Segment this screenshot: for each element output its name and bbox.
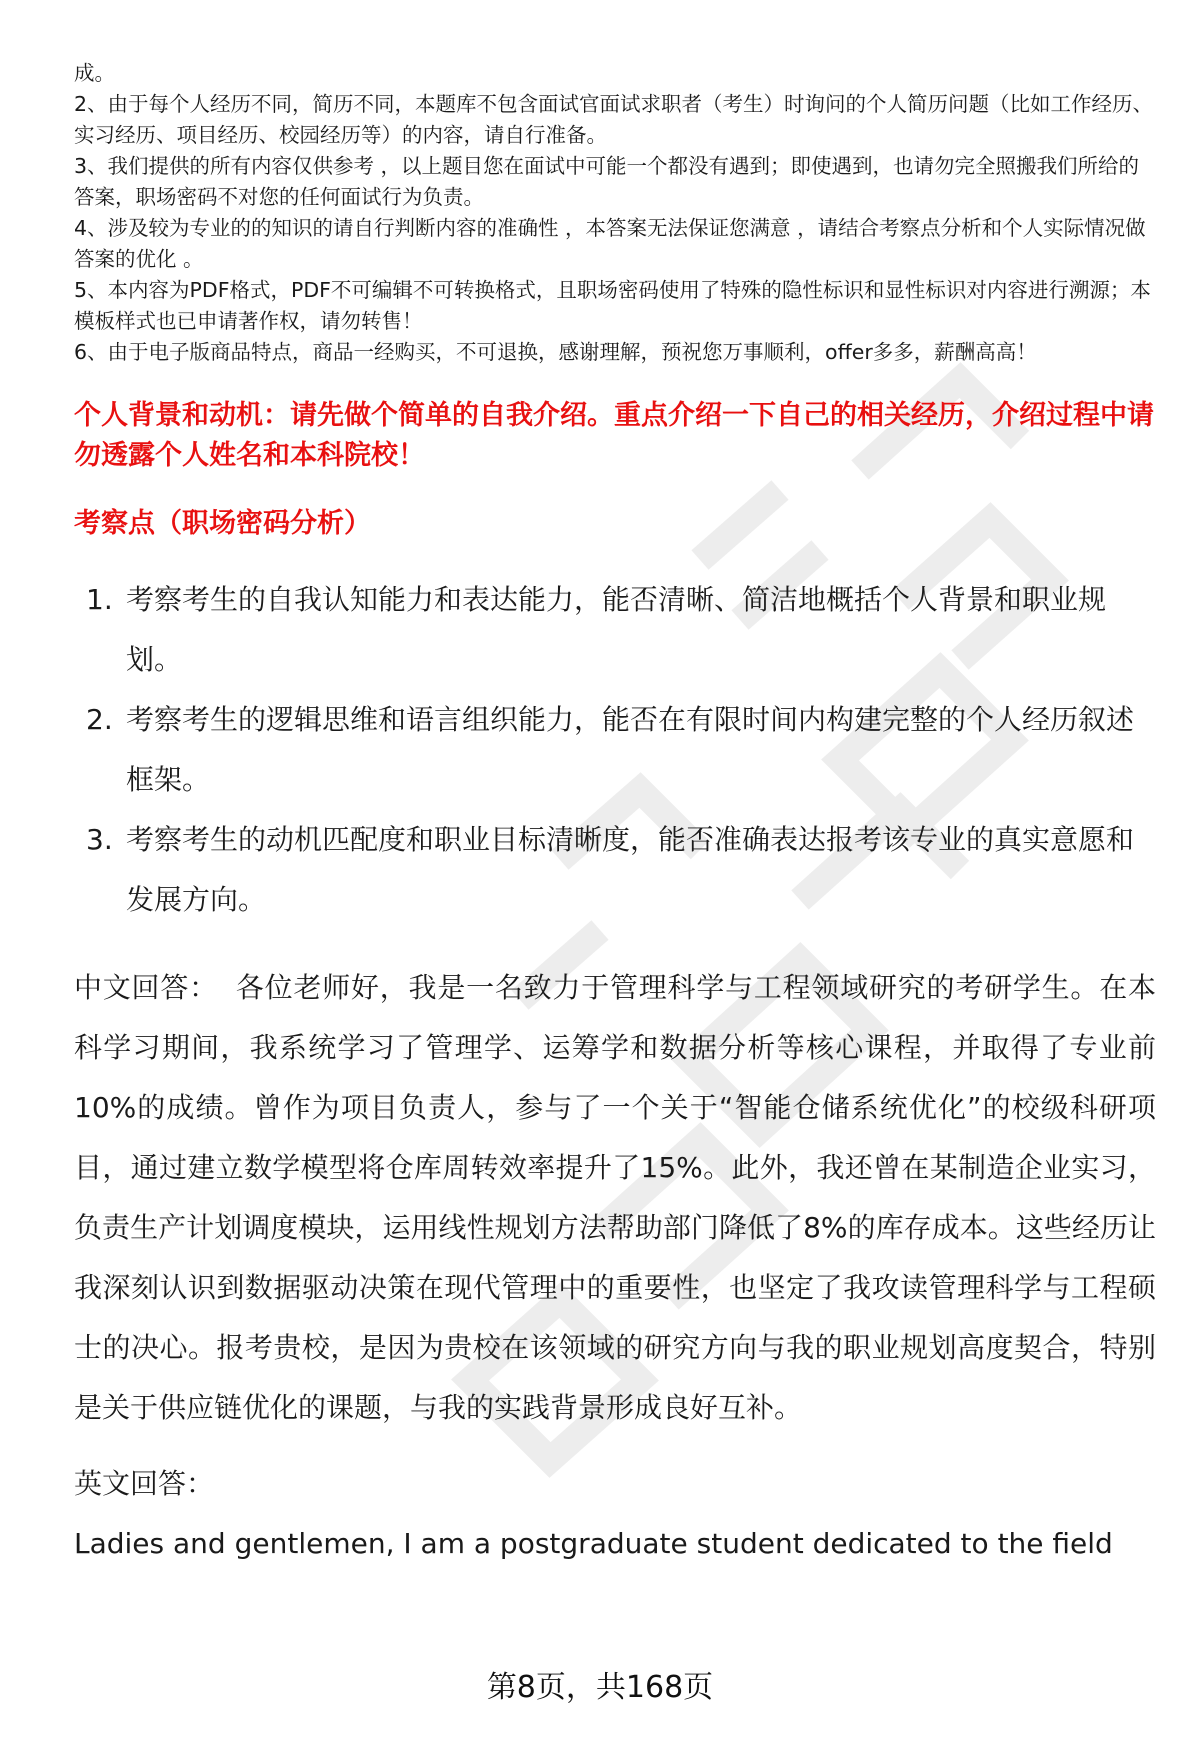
document-page [74, 58, 1156, 1574]
note-item: 3、我们提供的所有内容仅供参考 ，以上题目您在面试中可能一个都没有遇到；即使遇到，也请勿完全照搬我们所给的答案，职场密码不对您的任何面试行为负责。 [74, 154, 1140, 209]
analysis-point [74, 810, 1156, 930]
note-item: 成。 [74, 61, 115, 85]
point-text: 考察考生的逻辑思维和语言组织能力，能否在有限时间内构建完整的个人经历叙述框架。 [126, 703, 1135, 796]
interview-question: 个人背景和动机：请先做个简单的自我介绍。重点介绍一下自己的相关经历，介绍过程中请勿透露个人姓名和本科院校！ [74, 400, 1154, 471]
note-item: 5、本内容为PDF格式，PDF不可编辑不可转换格式，且职场密码使用了特殊的隐性标识和显性标识对内容进行溯源；本模板样式也已申请著作权，请勿转售！ [74, 278, 1151, 333]
point-number: 3. [86, 823, 113, 856]
analysis-heading: 考察点（职场密码分析） [74, 508, 371, 539]
point-text: 考察考生的动机匹配度和职业目标清晰度，能否准确表达报考该专业的真实意愿和发展方向。 [126, 823, 1135, 916]
point-number: 2. [86, 703, 113, 736]
chinese-answer-label: 中文回答： [74, 971, 218, 1004]
note-item: 2、由于每个人经历不同，简历不同，本题库不包含面试官面试求职者（考生）时询问的个人简历问题（比如工作经历、实习经历、项目经历、校园经历等）的内容，请自行准备。 [74, 92, 1154, 147]
disclaimer-notes [74, 58, 1156, 368]
note-item: 4、涉及较为专业的的知识的请自行判断内容的准确性 ，本答案无法保证您满意 ，请结合考察点分析和个人实际情况做答案的优化 。 [74, 216, 1146, 271]
point-text: 考察考生的自我认知能力和表达能力，能否清晰、简洁地概括个人背景和职业规划。 [126, 583, 1107, 676]
chinese-answer-text: 各位老师好，我是一名致力于管理科学与工程领域研究的考研学生。在本科学习期间，我系统学习了管理学、运筹学和数据分析等核心课程，并取得了专业前10%的成绩。曾作为项目负责人，参与了一个关于“智能仓储系统优化”的校级科研项目，通过建立数学模型将仓库周转效率提升了15%。此外，我还曾在某制造企业实习，负责生产计划调度模块，运用线性规划方法帮助部门降低了8%的库存成本。这些经历让我深刻认识到数据驱动决策在现代管理中的重要性，也坚定了我攻读管理科学与工程硕士的决心。报考贵校，是因为贵校在该领域的研究方向与我的职业规划高度契合，特别是关于供应链优化的课题，与我的实践背景形成良好互补。 [74, 971, 1156, 1424]
chinese-answer [74, 958, 1156, 1438]
note-item: 6、由于电子版商品特点，商品一经购买，不可退换，感谢理解，预祝您万事顺利，offer多多，薪酬高高！ [74, 340, 1037, 364]
analysis-points [74, 570, 1156, 930]
english-answer-label: 英文回答： [74, 1467, 215, 1500]
page-footer: 第8页，共168页 [486, 1670, 714, 1705]
analysis-point [74, 570, 1156, 690]
english-answer-text: Ladies and gentlemen, I am a postgraduate student dedicated to the field [74, 1527, 1113, 1560]
analysis-point [74, 690, 1156, 810]
point-number: 1. [86, 583, 113, 616]
